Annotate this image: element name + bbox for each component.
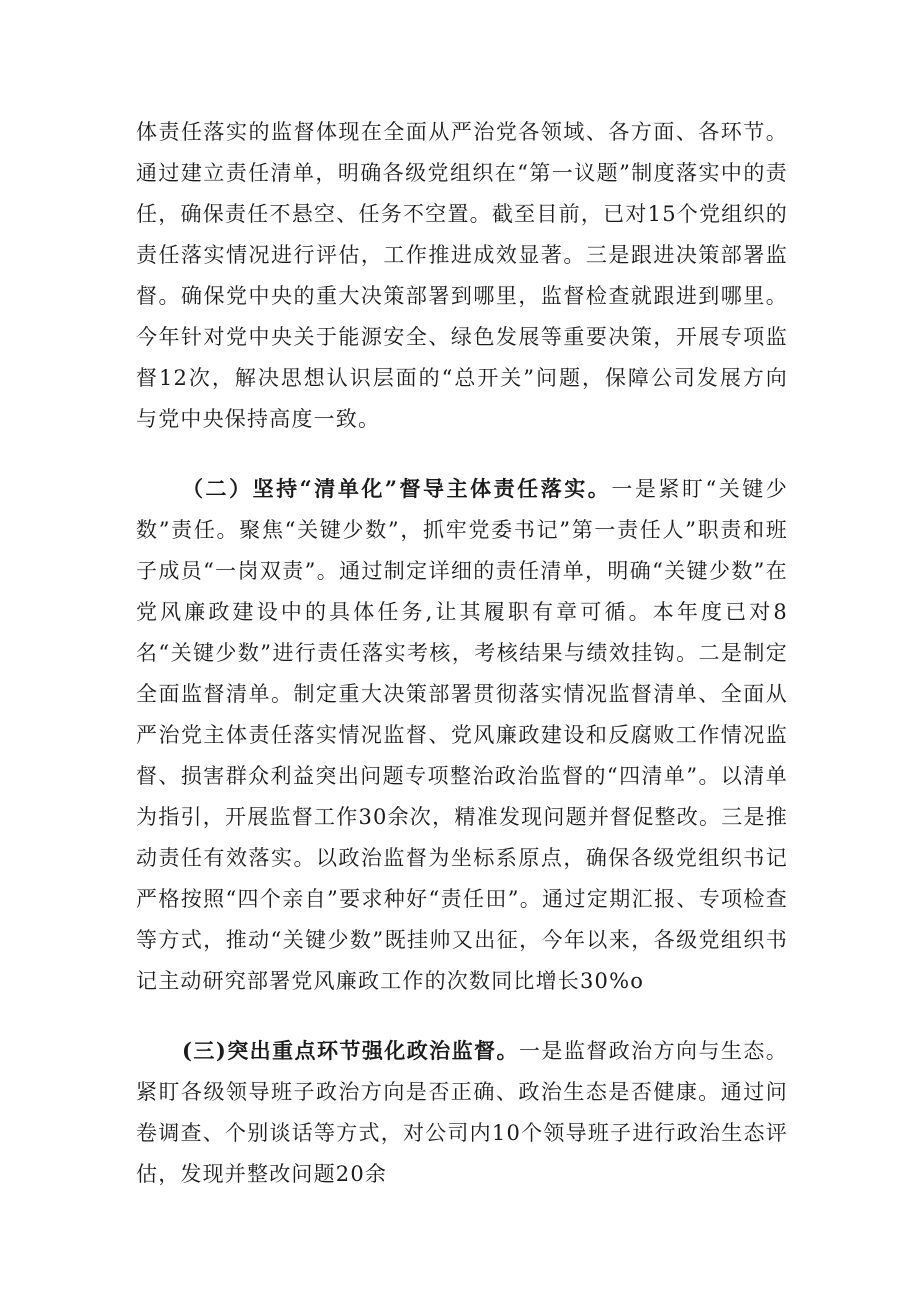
paragraph-2 <box>136 468 788 1002</box>
paragraph-3-heading: (三)突出重点环节强化政治监督。 <box>182 1038 519 1063</box>
paragraph-1-text: 体责任落实的监督体现在全面从严治党各领域、各方面、各环节。通过建立责任清单，明确各级党组织在“第一议题”制度落实中的责任，确保责任不悬空、任务不空置。截至目前，已对15个党组织的责任落实情况进行评估，工作推进成效显著。三是跟进决策部署监督。确保党中央的重大决策部署到哪里，监督检查就跟进到哪里。今年针对党中央关于能源安全、绿色发展等重要决策，开展专项监督12次，解决思想认识层面的“总开关”问题，保障公司发展方向与党中央保持高度一致。 <box>136 120 788 431</box>
document-page <box>136 112 788 1195</box>
paragraph-3-text: 一是监督政治方向与生态。紧盯各级领导班子政治方向是否正确、政治生态是否健康。通过问卷调查、个别谈话等方式，对公司内10个领导班子进行政治生态评估，发现并整改问题20余 <box>136 1039 788 1186</box>
paragraph-3 <box>136 1030 788 1195</box>
paragraph-2-heading: （二）坚持“清单化”督导主体责任落实。 <box>182 476 612 501</box>
paragraph-2-text: 一是紧盯“关键少数”责任。聚焦“关键少数”，抓牢党委书记”第一责任人”职责和班子成员“一岗双责”。通过制定详细的责任清单，明确“关键少数”在党风廉政建设中的具体任务,让其履职有章可循。本年度已对8名“关键少数”进行责任落实考核，考核结果与绩效挂钩。二是制定全面监督清单。制定重大决策部署贯彻落实情况监督清单、全面从严治党主体责任落实情况监督、党风廉政建设和反腐败工作情况监督、损害群众利益突出问题专项整治政治监督的“四清单”。以清单为指引，开展监督工作30余次，精准发现问题并督促整改。三是推动责任有效落实。以政治监督为坐标系原点，确保各级党组织书记严格按照“四个亲自”要求种好“责任田”。通过定期汇报、专项检查等方式，推动“关键少数”既挂帅又出征，今年以来，各级党组织书记主动研究部署党风廉政工作的次数同比增长30%o <box>136 477 788 993</box>
paragraph-1 <box>136 112 788 440</box>
